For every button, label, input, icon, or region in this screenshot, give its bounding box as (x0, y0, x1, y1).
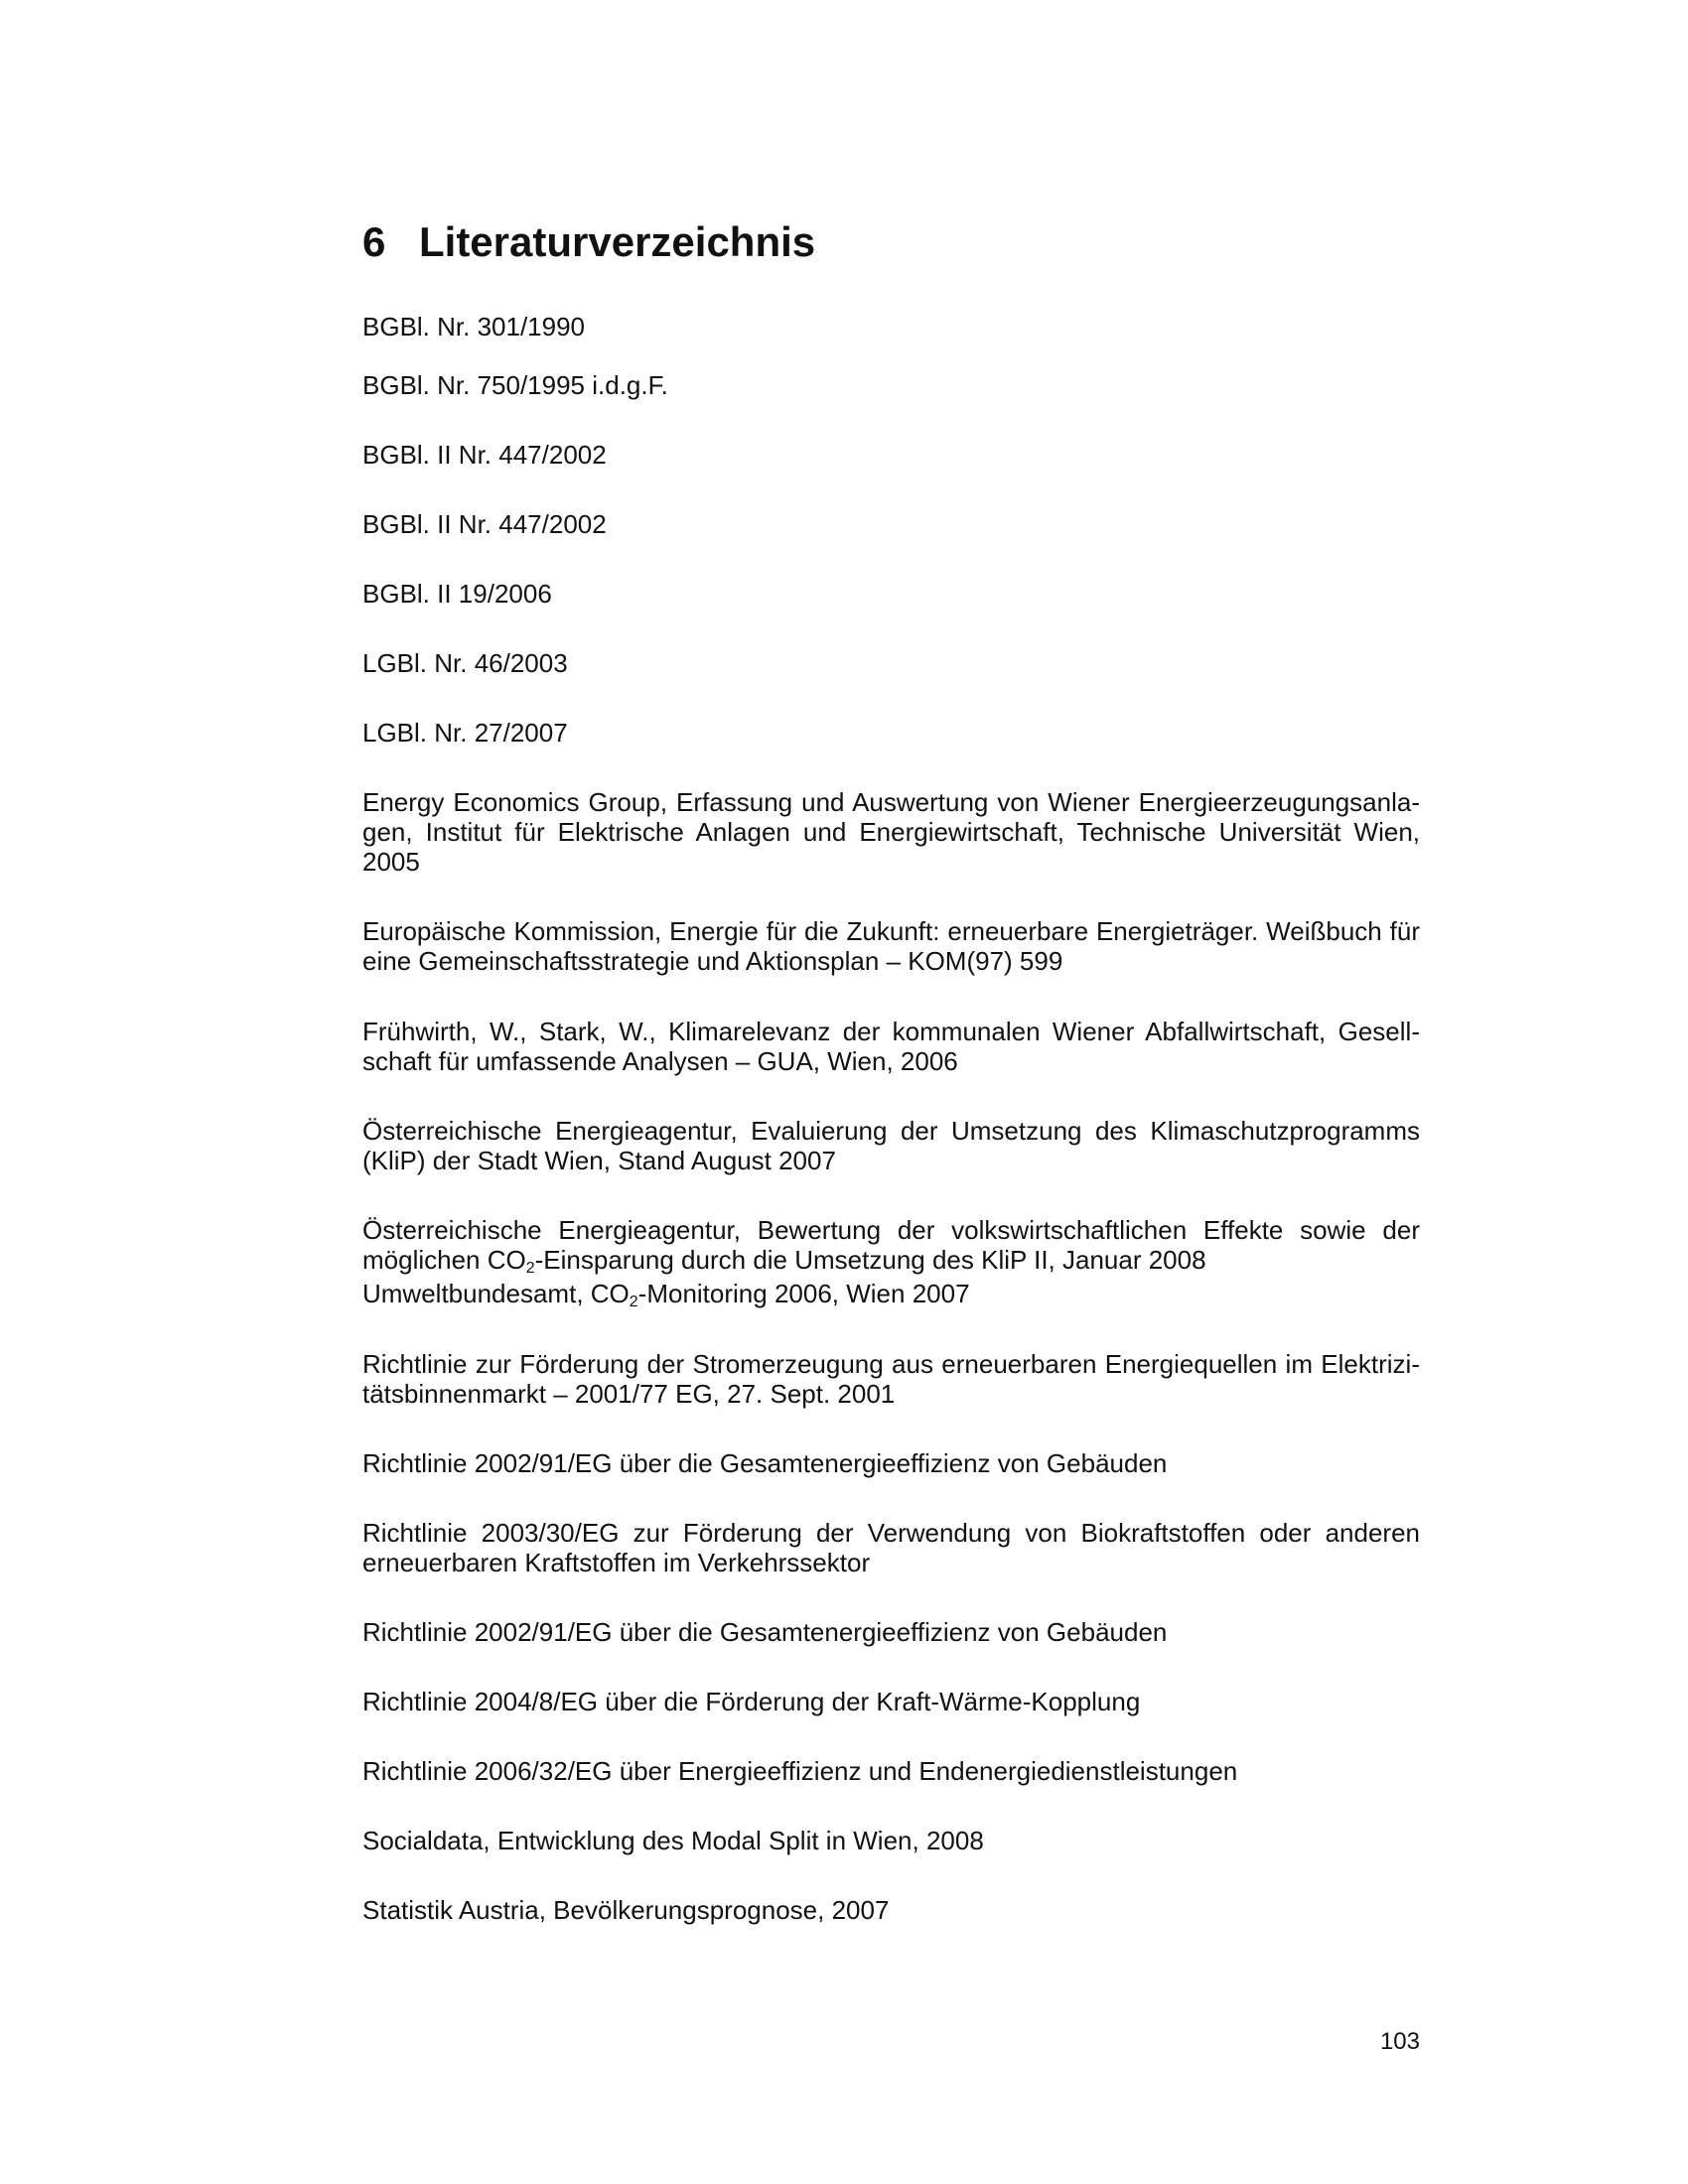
reference-bgbl-ii-447-2002-duplicate: BGBl. II Nr. 447/2002 (362, 509, 607, 539)
reference-text: -Einsparung durch die Umsetzung des KliP II, Januar 2008 (534, 1245, 1206, 1275)
reference-umweltbundesamt (362, 1279, 1420, 1308)
reference-richtlinie-2001-77: Richtlinie zur Förderung der Stromerzeugung aus erneuerbaren Energiequellen im Elektrizitätsbinnenmarkt – 2001/77 EG, 27. Sept. 2001 (362, 1349, 1420, 1409)
reference-socialdata: Socialdata, Entwicklung des Modal Split in Wien, 2008 (362, 1826, 984, 1855)
subscript-two: 2 (525, 1260, 535, 1277)
reference-richtlinie-2002-91-duplicate: Richtlinie 2002/91/EG über die Gesamtenergieeffizienz von Gebäuden (362, 1617, 1168, 1647)
reference-richtlinie-2006-32: Richtlinie 2006/32/EG über Energieeffizienz und Endenergiedienstleistungen (362, 1756, 1238, 1786)
reference-bgbl-301-1990: BGBl. Nr. 301/1990 (362, 312, 586, 341)
reference-richtlinie-2003-30: Richtlinie 2003/30/EG zur Förderung der Verwendung von Biokraftstoffen oder anderen erneuerbaren Kraftstoffen im Verkehrssektor (362, 1518, 1420, 1577)
reference-statistik-austria: Statistik Austria, Bevölkerungsprognose, 2007 (362, 1895, 890, 1925)
reference-bgbl-ii-19-2006: BGBl. II 19/2006 (362, 579, 552, 609)
reference-richtlinie-2004-8: Richtlinie 2004/8/EG über die Förderung der Kraft-Wärme-Kopplung (362, 1687, 1141, 1716)
chapter-heading (362, 216, 815, 268)
reference-energieagentur-evaluierung: Österreichische Energieagentur, Evaluierung der Umsetzung des Klimaschutzprogramms (KliP) der Stadt Wien, Stand August 2007 (362, 1116, 1420, 1175)
reference-bgbl-ii-447-2002: BGBl. II Nr. 447/2002 (362, 440, 607, 470)
reference-lgbl-27-2007: LGBl. Nr. 27/2007 (362, 718, 568, 748)
reference-fruehwirth-stark: Frühwirth, W., Stark, W., Klimarelevanz der kommunalen Wiener Abfallwirtschaft, Gesellschaft für umfassende Analysen – GUA, Wien, 2006 (362, 1017, 1420, 1076)
reference-europaeische-kommission: Europäische Kommission, Energie für die Zukunft: erneuerbare Energieträger. Weißbuch für eine Gemeinschaftsstrategie und Aktionsplan – KOM(97) 599 (362, 916, 1420, 976)
reference-energy-economics-group: Energy Economics Group, Erfassung und Auswertung von Wiener Energieerzeugungsanlagen, Institut für Elektrische Anlagen und Energiewirtschaft, Technische Universität Wien, 2005 (362, 787, 1420, 877)
reference-text: -Monitoring 2006, Wien 2007 (637, 1279, 970, 1308)
subscript-two: 2 (629, 1294, 638, 1310)
reference-lgbl-46-2003: LGBl. Nr. 46/2003 (362, 648, 568, 678)
reference-text: Umweltbundesamt, CO (362, 1279, 630, 1308)
reference-energieagentur-bewertung (362, 1215, 1420, 1275)
reference-text: Österreichische Energieagentur, Bewertung der volkswirtschaftlichen Effekte sowie der möglichen CO (362, 1215, 1420, 1275)
chapter-number: 6 (362, 218, 386, 265)
chapter-title: Literaturverzeichnis (419, 218, 816, 265)
page-number: 103 (1379, 2028, 1420, 2055)
reference-richtlinie-2002-91: Richtlinie 2002/91/EG über die Gesamtenergieeffizienz von Gebäuden (362, 1448, 1168, 1478)
reference-bgbl-750-1995: BGBl. Nr. 750/1995 i.d.g.F. (362, 370, 668, 400)
